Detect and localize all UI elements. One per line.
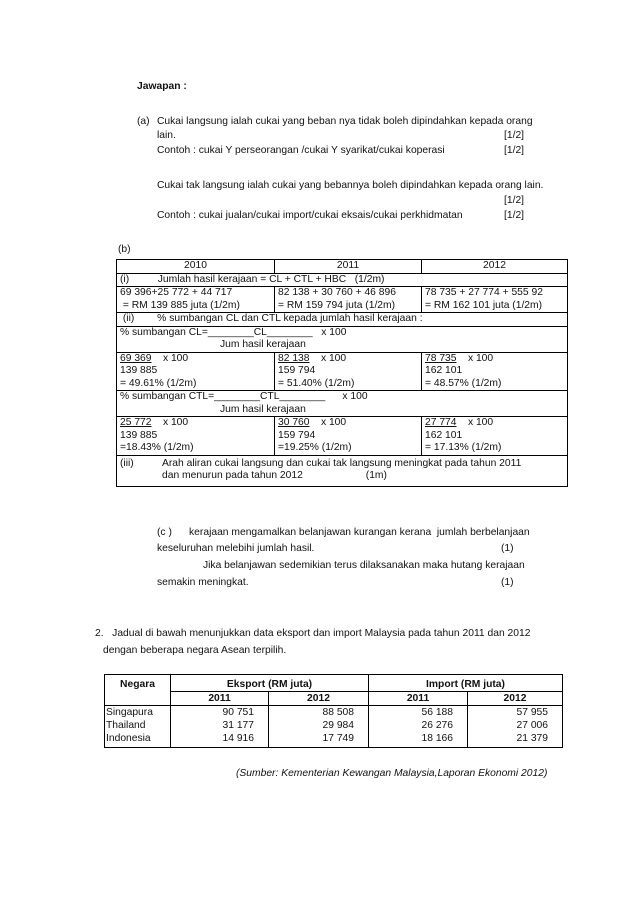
part-a-line-4: Cukai tak langsung ialah cukai yang bebannya boleh dipindahkan kepada orang lain. — [157, 180, 544, 191]
trend-line-1: Arah aliran cukai langsung dan cukai tak langsung meningkat pada tahun 2011 — [162, 457, 522, 469]
value-cell: 57 955 — [468, 706, 563, 720]
value-cell: 14 916 — [171, 732, 269, 748]
part-c-mark-2: (1) — [501, 577, 514, 588]
part-a-label: (a) — [137, 116, 150, 127]
ctl-2011-multiplier: x 100 — [309, 417, 347, 428]
import-2012-header: 2012 — [468, 692, 563, 706]
ctl-formula-numerator: ________CTL________ — [214, 391, 326, 402]
country-cell: Thailand — [105, 719, 171, 732]
ctl-2010-denominator: 139 885 — [120, 429, 158, 441]
part-c-line-2: keseluruhan melebihi jumlah hasil. — [157, 543, 315, 554]
ctl-formula — [120, 391, 564, 404]
cl-2011-cell — [275, 352, 422, 391]
cl-formula-cell — [117, 326, 568, 352]
part-a-line-5: Contoh : cukai jualan/cukai import/cukai eksais/cukai perkhidmatan — [157, 210, 463, 221]
ctl-2010-result: =18.43% (1/2m) — [120, 442, 194, 453]
ctl-formula-cell — [117, 391, 568, 417]
negara-header: Negara — [105, 675, 171, 706]
year-2012-header: 2012 — [422, 260, 568, 274]
trade-table — [104, 674, 563, 748]
part-a-mark-4: [1/2] — [504, 210, 525, 221]
ctl-formula-denominator: Jum hasil kerajaan — [220, 403, 306, 415]
part-a-line-1: Cukai langsung ialah cukai yang beban nya tidak boleh dipindahkan kepada orang — [157, 116, 533, 127]
part-c-line-1: (c ) kerajaan mengamalkan belanjawan kurangan kerana jumlah berbelanjaan — [157, 527, 530, 538]
ctl-2011-denominator: 159 794 — [278, 429, 316, 441]
question-2-line-1: 2. Jadual di bawah menunjukkan data eksport dan import Malaysia pada tahun 2011 dan 2012 — [95, 628, 531, 639]
table-row — [105, 719, 563, 732]
cl-2011-denominator: 159 794 — [278, 365, 316, 376]
part-a-line-2: lain. — [157, 130, 176, 141]
table-row — [105, 732, 563, 748]
year-2011-header: 2011 — [275, 260, 422, 274]
eksport-header: Eksport (RM juta) — [171, 675, 369, 692]
value-cell: 29 984 — [269, 719, 369, 732]
cl-2011-numerator: 82 138 — [278, 352, 310, 364]
import-header: Import (RM juta) — [369, 675, 563, 692]
cl-2010-cell — [117, 352, 275, 391]
cl-formula-prefix: % sumbangan CL= — [120, 326, 208, 338]
question-2-line-2: dengan beberapa negara Asean terpilih. — [103, 645, 287, 656]
value-cell: 88 508 — [269, 706, 369, 720]
ctl-2011-cell — [275, 417, 422, 456]
eksport-2011-header: 2011 — [171, 692, 269, 706]
cl-2010-numerator: 69 369 — [120, 352, 152, 364]
total-2011-formula: 82 138 + 30 760 + 46 896 — [278, 287, 396, 298]
import-2011-header: 2011 — [369, 692, 468, 706]
part-a-mark-2: [1/2] — [504, 145, 525, 156]
part-a-line-3: Contoh : cukai Y perseorangan /cukai Y syarikat/cukai koperasi — [157, 145, 445, 156]
revenue-table — [116, 259, 568, 487]
cl-2012-cell — [422, 352, 568, 391]
cl-2010-denominator: 139 885 — [120, 365, 158, 376]
value-cell: 26 276 — [369, 719, 468, 732]
value-cell: 56 188 — [369, 706, 468, 720]
total-2012-cell — [422, 287, 568, 313]
trend-line-2: dan menurun pada tahun 2012 (1m) — [162, 470, 387, 481]
ctl-2010-multiplier: x 100 — [151, 417, 189, 428]
part-c-line-3: Jika belanjawan sedemikian terus dilaksanakan maka hutang kerajaan — [203, 560, 525, 571]
part-c-line-4: semakin meningkat. — [157, 577, 249, 588]
total-2012-result: = RM 162 101 juta (1/2m) — [425, 299, 543, 311]
ctl-2010-numerator: 25 772 — [120, 417, 152, 428]
cl-2011-result: = 51.40% (1/2m) — [278, 377, 355, 389]
cl-2012-result: = 48.57% (1/2m) — [425, 377, 502, 389]
part-a-mark-1: [1/2] — [504, 130, 525, 141]
cl-2010-multiplier: x 100 — [151, 352, 189, 364]
total-2011-result: = RM 159 794 juta (1/2m) — [278, 299, 396, 311]
cl-2010-result: = 49.61% (1/2m) — [120, 377, 197, 389]
year-2010-header: 2010 — [117, 260, 275, 274]
table-row — [105, 706, 563, 720]
total-2012-formula: 78 735 + 27 774 + 555 92 — [425, 287, 543, 298]
ctl-2012-cell — [422, 417, 568, 456]
source-note: (Sumber: Kementerian Kewangan Malaysia,Laporan Ekonomi 2012) — [236, 768, 548, 779]
cl-2011-multiplier: x 100 — [309, 352, 347, 364]
country-cell: Indonesia — [105, 732, 171, 748]
value-cell: 21 379 — [468, 732, 563, 748]
value-cell: 17 749 — [269, 732, 369, 748]
total-2010-result: = RM 139 885 juta (1/2m) — [120, 299, 240, 311]
trend-label: (iii) — [120, 457, 134, 469]
total-2011-cell — [275, 287, 422, 313]
ctl-2012-multiplier: x 100 — [456, 417, 494, 428]
total-2010-formula: 69 396+25 772 + 44 717 — [120, 287, 233, 298]
cl-2012-denominator: 162 101 — [425, 365, 463, 376]
cl-formula-numerator: ________CL________ — [207, 326, 313, 338]
ctl-formula-multiplier: x 100 — [325, 391, 368, 402]
cl-2012-numerator: 78 735 — [425, 352, 457, 364]
cl-2012-multiplier: x 100 — [456, 352, 494, 364]
value-cell: 31 177 — [171, 719, 269, 732]
eksport-2012-header: 2012 — [269, 692, 369, 706]
jawapan-heading: Jawapan : — [137, 81, 187, 92]
part-a-mark-3: [1/2] — [504, 195, 525, 206]
value-cell: 27 006 — [468, 719, 563, 732]
ctl-2011-numerator: 30 760 — [278, 417, 310, 428]
ctl-formula-prefix: % sumbangan CTL= — [120, 391, 215, 402]
ctl-2012-denominator: 162 101 — [425, 429, 463, 441]
ctl-2011-result: =19.25% (1/2m) — [278, 442, 352, 453]
cl-formula — [120, 327, 564, 340]
total-2010-cell — [117, 287, 275, 313]
part-c-mark-1: (1) — [501, 543, 514, 554]
country-cell: Singapura — [105, 706, 171, 720]
trend-cell — [117, 455, 568, 486]
ctl-2010-cell — [117, 417, 275, 456]
ctl-2012-result: = 17.13% (1/2m) — [425, 442, 502, 453]
cl-formula-multiplier: x 100 — [312, 326, 347, 338]
value-cell: 18 166 — [369, 732, 468, 748]
ctl-2012-numerator: 27 774 — [425, 417, 457, 428]
contribution-heading: (ii) % sumbangan CL dan CTL kepada jumlah hasil kerajaan : — [117, 313, 568, 327]
value-cell: 90 751 — [171, 706, 269, 720]
total-revenue-heading: (i) Jumlah hasil kerajaan = CL + CTL + HBC (1/2m) — [117, 273, 568, 287]
cl-formula-denominator: Jum hasil kerajaan — [220, 339, 306, 350]
part-b-label: (b) — [118, 244, 131, 255]
